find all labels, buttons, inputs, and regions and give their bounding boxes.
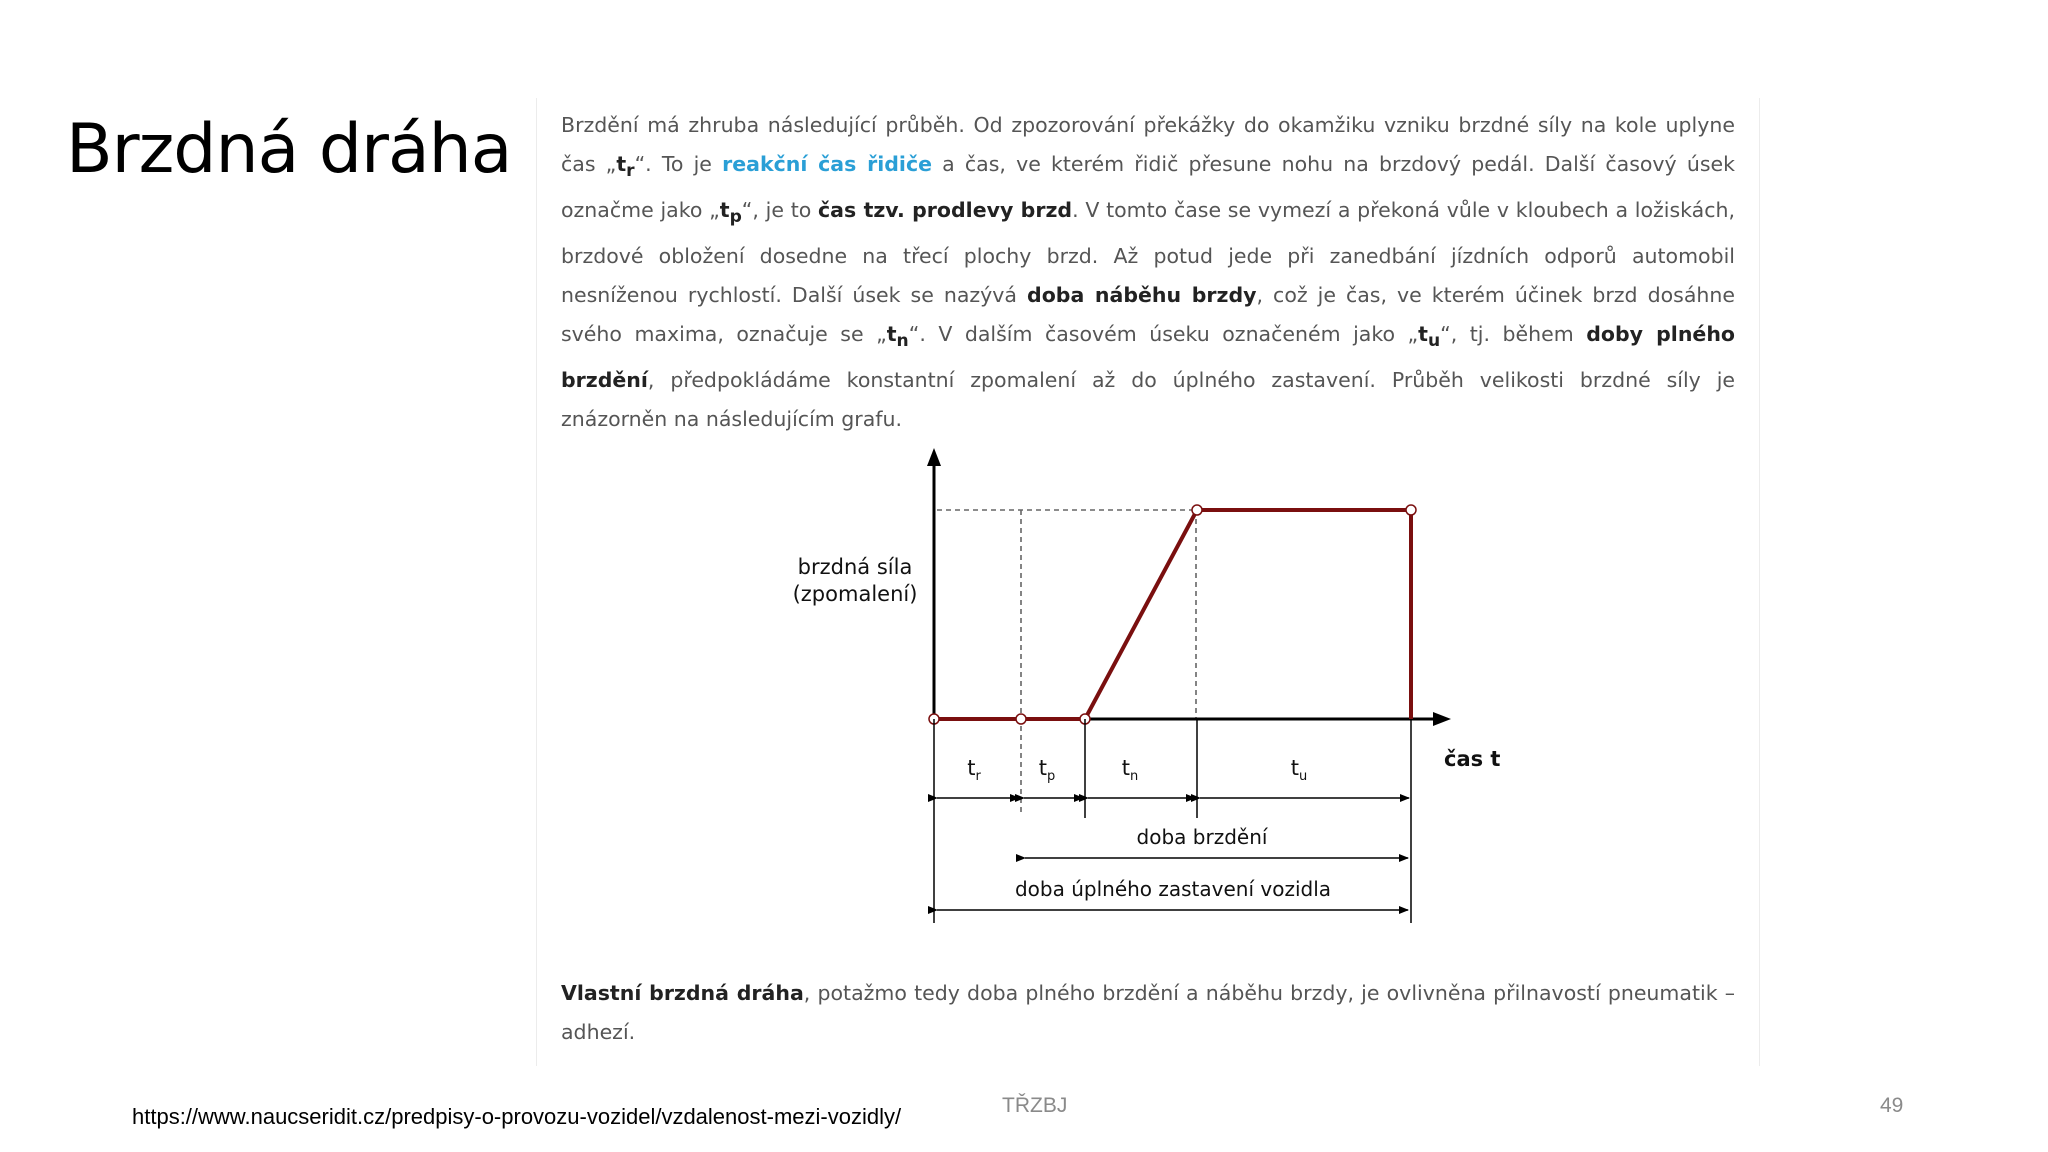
intro-text-3: a čas, ve kterém řidič přesune nohu na brzdový pedál. Další časový úsek označme jako „	[561, 152, 1735, 223]
reaction-time-link[interactable]: reakční čas řidiče	[722, 152, 933, 176]
curve-point-tr-end	[1016, 714, 1026, 724]
intro-text-7: “. V dalším časovém úseku označeném jako „	[908, 322, 1419, 347]
intro-text-8: “, tj. během	[1440, 322, 1587, 347]
braking-time-label: doba brzdění	[1136, 825, 1268, 849]
y-axis-label-line1: brzdná síla	[797, 555, 913, 579]
footer-label: TŘZBJ	[1002, 1094, 1068, 1117]
segment-label-tp: $t_p$	[1038, 756, 1056, 784]
y-axis-label-line2: (zpomalení)	[792, 582, 918, 606]
curve-point-max-force	[1192, 505, 1202, 515]
intro-text-2: “. To je	[634, 152, 723, 176]
intro-text-4: “, je to	[741, 198, 819, 223]
tp-symbol: $t_p$	[719, 198, 742, 228]
segment-label-tr: $t_r$	[967, 756, 981, 784]
brake-rise-term: doba náběhu brzdy	[1027, 283, 1257, 308]
segment-label-tu: $t_u$	[1290, 756, 1308, 784]
intro-text-9: , předpokládáme konstantní zpomalení až do úplného zastavení. Průběh velikosti brzdné síly je znázorněn na následujícím grafu.	[561, 368, 1735, 432]
y-axis-arrow	[927, 448, 941, 466]
page-number: 49	[1880, 1094, 1904, 1117]
tu-symbol: $t_u$	[1418, 322, 1441, 352]
article-panel	[536, 98, 1760, 1066]
total-stop-label: doba úplného zastavení vozidla	[1014, 877, 1332, 901]
curve-point-end	[1406, 505, 1416, 515]
segment-label-tn: $t_n$	[1121, 756, 1139, 784]
braking-force-curve	[934, 510, 1411, 719]
x-axis-arrow	[1433, 712, 1451, 726]
brake-delay-term: čas tzv. prodlevy brzd	[818, 198, 1073, 223]
intro-text-5: . V tomto čase se vymezí a překoná vůle v kloubech a ložiskách, brzdové obložení dosedne na třecí plochy brzd. Až potud jede při zanedbání jízdních odporů automobil nesníženou rychlostí. Další úsek se nazývá	[561, 198, 1735, 308]
intro-text-1: Brzdění má zhruba následující průběh. Od zpozorování překážky do okamžiku vzniku brzdné síly na kole uplyne čas „	[561, 113, 1735, 176]
outro-text: , potažmo tedy doba plného brzdění a náběhu brzdy, je ovlivněna přilnavostí pneumatik – adhezí.	[561, 981, 1735, 1044]
outro-paragraph	[561, 974, 1735, 1052]
source-url-link[interactable]: https://www.naucseridit.cz/predpisy-o-provozu-vozidel/vzdalenost-mezi-vozidly/	[132, 1104, 902, 1129]
slide-title: Brzdná dráha	[66, 110, 512, 189]
full-braking-term: doby plného brzdění	[561, 322, 1736, 393]
tn-symbol: $t_n$	[886, 322, 909, 352]
x-axis-label: čas t	[1444, 747, 1501, 771]
braking-force-diagram	[537, 98, 1759, 958]
outro-bold-term: Vlastní brzdná dráha	[561, 981, 804, 1005]
intro-text-6: , což je čas, ve kterém účinek brzd dosáhne svého maxima, označuje se „	[561, 283, 1735, 347]
tr-symbol: $t_r$	[616, 152, 635, 182]
